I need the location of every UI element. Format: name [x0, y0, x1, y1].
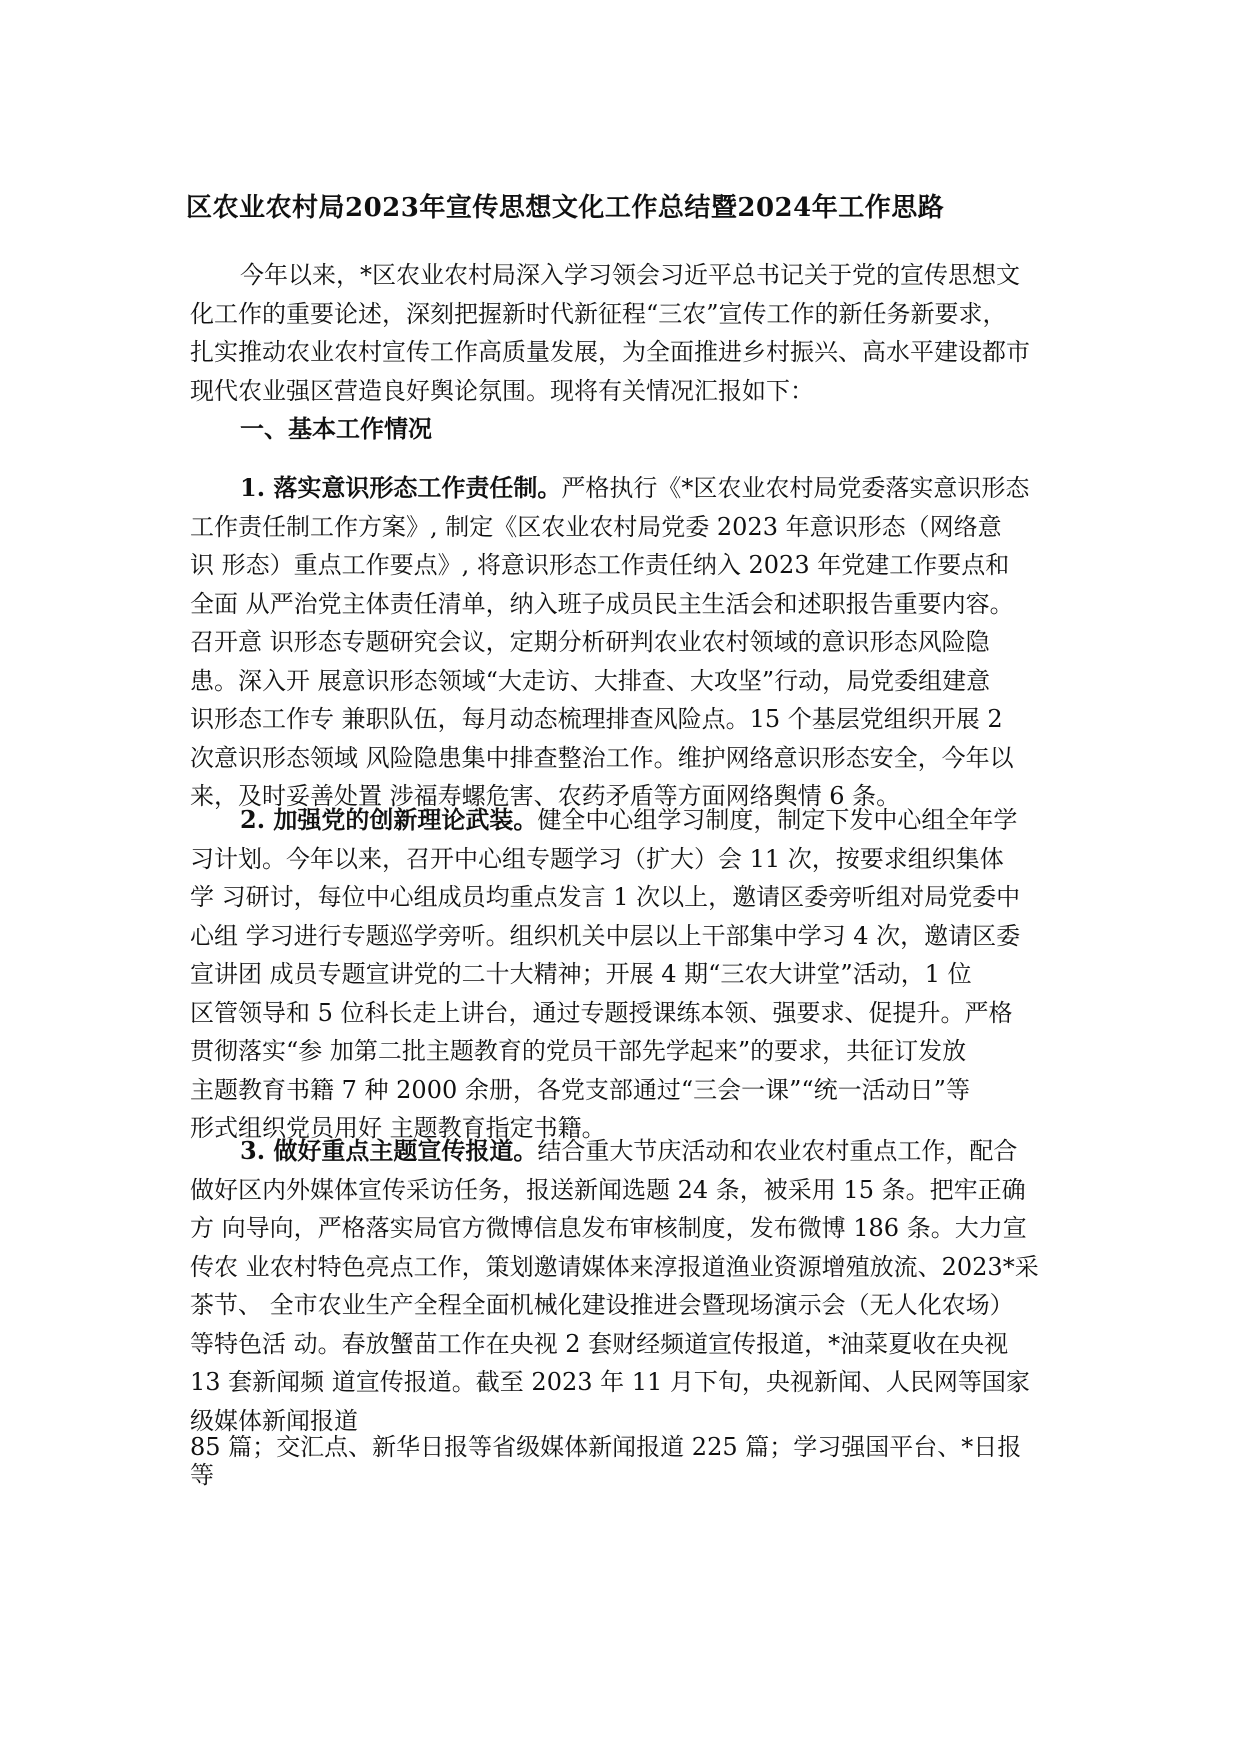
- section-heading: 一、基本工作情况: [240, 414, 432, 443]
- paragraph-line: 等: [190, 1461, 214, 1489]
- paragraph-line: 化工作的重要论述，深刻把握新时代新征程“三农”宣传工作的新任务新要求，: [190, 299, 1007, 328]
- paragraph-line: 学 习研讨，每位中心组成员均重点发言 1 次以上，邀请区委旁听组对局党委中: [190, 883, 1021, 911]
- paragraph-line: 区管领导和 5 位科长走上讲台，通过专题授课练本领、强要求、促提升。严格: [190, 998, 1013, 1027]
- paragraph-line: 传农 业农村特色亮点工作，策划邀请媒体来淳报道渔业资源增殖放流、2023*采: [190, 1252, 1039, 1281]
- paragraph-line: 全面 从严治党主体责任清单，纳入班子成员民主生活会和述职报告重要内容。: [190, 589, 1014, 618]
- paragraph-line: 识形态工作专 兼职队伍，每月动态梳理排查风险点。15 个基层党组织开展 2: [190, 705, 1003, 733]
- paragraph-line: 识 形态）重点工作要点》, 将意识形态工作责任纳入 2023 年党建工作要点和: [190, 551, 1010, 579]
- paragraph-lead: 2. 加强党的创新理论武装。: [240, 805, 538, 834]
- paragraph-line: 贯彻落实“参 加第二批主题教育的党员干部先学起来”的要求，共征订发放: [190, 1037, 967, 1065]
- paragraph-line: 次意识形态领域 风险隐患集中排查整治工作。维护网络意识形态安全，今年以: [190, 743, 1014, 772]
- paragraph-line: [190, 1132, 1060, 1171]
- paragraph-line: 习计划。今年以来，召开中心组专题学习（扩大）会 11 次，按要求组织集体: [190, 844, 1004, 873]
- paragraph-line: [190, 801, 1060, 840]
- paragraph-tail: [190, 1433, 1060, 1489]
- paragraph-text: 结合重大节庆活动和农业农村重点工作，配合: [537, 1137, 1018, 1165]
- paragraph-line: 做好区内外媒体宣传采访任务，报送新闻选题 24 条，被采用 15 条。把牢正确: [190, 1175, 1026, 1204]
- paragraph-text: 严格执行《*区农业农村局党委落实意识形态: [561, 474, 1030, 502]
- paragraph-line: 扎实推动农业农村宣传工作高质量发展，为全面推进乡村振兴、高水平建设都市: [190, 338, 1030, 366]
- paragraph-line: 心组 学习进行专题巡学旁听。组织机关中层以上干部集中学习 4 次，邀请区委: [190, 921, 1021, 950]
- paragraph-line: 主题教育书籍 7 种 2000 余册，各党支部通过“三会一课”“统一活动日”等: [190, 1075, 970, 1104]
- paragraph-line: 今年以来，*区农业农村局深入学习领会习近平总书记关于党的宣传思想文: [240, 261, 1020, 289]
- paragraph-line: 85 篇；交汇点、新华日报等省级媒体新闻报道 225 篇；学习强国平台、*日报: [190, 1433, 1022, 1461]
- document-title: 区农业农村局2023年宣传思想文化工作总结暨2024年工作思路: [186, 193, 945, 223]
- paragraph-line: 等特色活 动。春放蟹苗工作在央视 2 套财经频道宣传报道，*油菜夏收在央视: [190, 1329, 1009, 1358]
- paragraph-line: 13 套新闻频 道宣传报道。截至 2023 年 11 月下旬，央视新闻、人民网等国家: [190, 1368, 1030, 1396]
- paragraph-line: 现代农业强区营造良好舆论氛围。现将有关情况汇报如下：: [190, 376, 814, 405]
- intro-paragraph: [190, 256, 1060, 410]
- paragraph-text: 健全中心组学习制度，制定下发中心组全年学: [537, 806, 1018, 834]
- paragraph-line: 级媒体新闻报道: [190, 1406, 358, 1435]
- paragraph-lead: 3. 做好重点主题宣传报道。: [240, 1136, 538, 1165]
- paragraph-line: 来，及时妥善处置 涉福寿螺危害、农药矛盾等方面网络舆情 6 条。: [190, 782, 901, 810]
- paragraph-line: 召开意 识形态专题研究会议，定期分析研判农业农村领域的意识形态风险隐: [190, 628, 990, 656]
- paragraph-line: 茶节、 全市农业生产全程全面机械化建设推进会暨现场演示会（无人化农场）: [190, 1291, 1014, 1319]
- paragraph-line: 形式组织党员用好 主题教育指定书籍。: [190, 1114, 606, 1142]
- paragraph-ideology-responsibility: [190, 469, 1060, 816]
- paragraph-theory-study: [190, 801, 1060, 1148]
- paragraph-line: [190, 469, 1060, 508]
- paragraph-line: 宣讲团 成员专题宣讲党的二十大精神；开展 4 期“三农大讲堂”活动，1 位: [190, 960, 972, 988]
- paragraph-line: 患。深入开 展意识形态领域“大走访、大排查、大攻坚”行动，局党委组建意: [190, 666, 991, 695]
- paragraph-lead: 1. 落实意识形态工作责任制。: [240, 473, 562, 502]
- paragraph-publicity-reports: [190, 1132, 1060, 1440]
- paragraph-line: 工作责任制工作方案》, 制定《区农业农村局党委 2023 年意识形态（网络意: [190, 512, 1002, 541]
- paragraph-line: 方 向导向，严格落实局官方微博信息发布审核制度，发布微博 186 条。大力宣: [190, 1214, 1027, 1242]
